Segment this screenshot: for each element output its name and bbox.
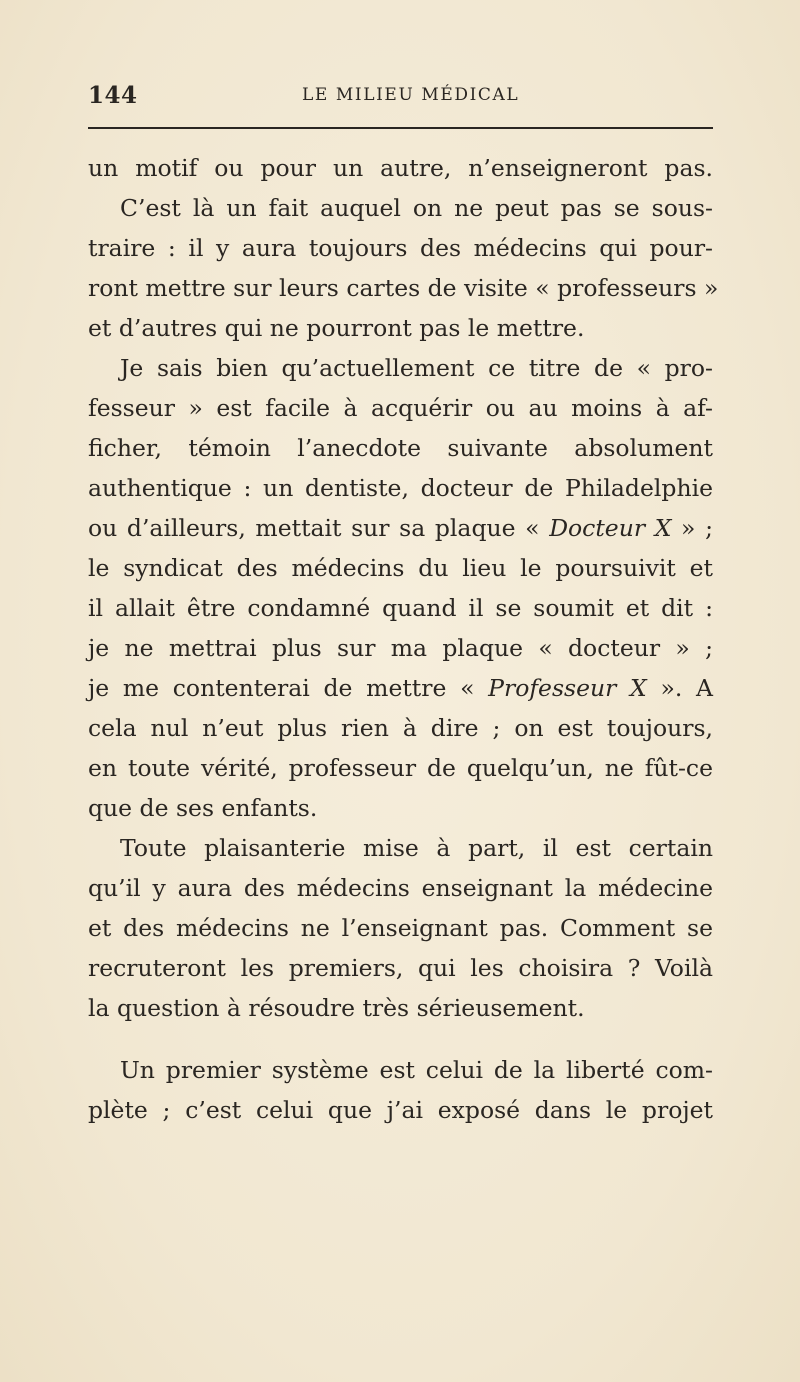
text-line: ficher, témoin l’anecdote suivante absolument [88, 434, 713, 462]
text-line: que de ses enfants. [88, 794, 318, 822]
text-line: C’est là un fait auquel on ne peut pas se sous- [120, 194, 713, 222]
page-number: 144 [88, 82, 138, 109]
text-segment: je me contenterai de mettre « [88, 674, 489, 702]
text-line: Un premier système est celui de la liberté com- [120, 1056, 713, 1084]
running-title: LE MILIEU MÉDICAL [302, 85, 520, 105]
page-header [88, 82, 713, 112]
text-line: et d’autres qui ne pourront pas le mettre. [88, 314, 585, 342]
italic-text: Docteur X [549, 514, 672, 542]
text-line [88, 508, 713, 548]
text-segment: ou d’ailleurs, mettait sur sa plaque « [88, 514, 550, 542]
text-line: authentique : un dentiste, docteur de Philadelphie [88, 474, 713, 502]
text-line: il allait être condamné quand il se soumit et dit : [88, 594, 713, 622]
text-line: et des médecins ne l’enseignant pas. Comment se [88, 914, 713, 942]
text-line: en toute vérité, professeur de quelqu’un, ne fût-ce [88, 754, 713, 782]
text-line: qu’il y aura des médecins enseignant la médecine [88, 874, 713, 902]
text-segment: » ; [671, 514, 713, 542]
text-line: un motif ou pour un autre, n’enseigneront pas. [88, 154, 713, 182]
text-segment: ». A [646, 674, 713, 702]
italic-text: Professeur X [488, 674, 647, 702]
header-rule [88, 127, 713, 129]
text-line [88, 668, 713, 708]
text-line: cela nul n’eut plus rien à dire ; on est toujours, [88, 714, 713, 742]
text-line: Toute plaisanterie mise à part, il est certain [120, 834, 713, 862]
text-line: fesseur » est facile à acquérir ou au moins à af- [88, 394, 713, 422]
text-line: je ne mettrai plus sur ma plaque « docteur » ; [88, 634, 713, 662]
text-line: traire : il y aura toujours des médecins qui pour- [88, 234, 713, 262]
text-line: plète ; c’est celui que j’ai exposé dans le projet [88, 1096, 713, 1124]
text-line: la question à résoudre très sérieusement. [88, 994, 585, 1022]
text-line: recruteront les premiers, qui les choisira ? Voilà [88, 954, 713, 982]
text-line: le syndicat des médecins du lieu le poursuivit et [88, 554, 713, 582]
text-line: Je sais bien qu’actuellement ce titre de « pro- [120, 354, 713, 382]
text-line: ront mettre sur leurs cartes de visite « professeurs » [88, 274, 719, 302]
